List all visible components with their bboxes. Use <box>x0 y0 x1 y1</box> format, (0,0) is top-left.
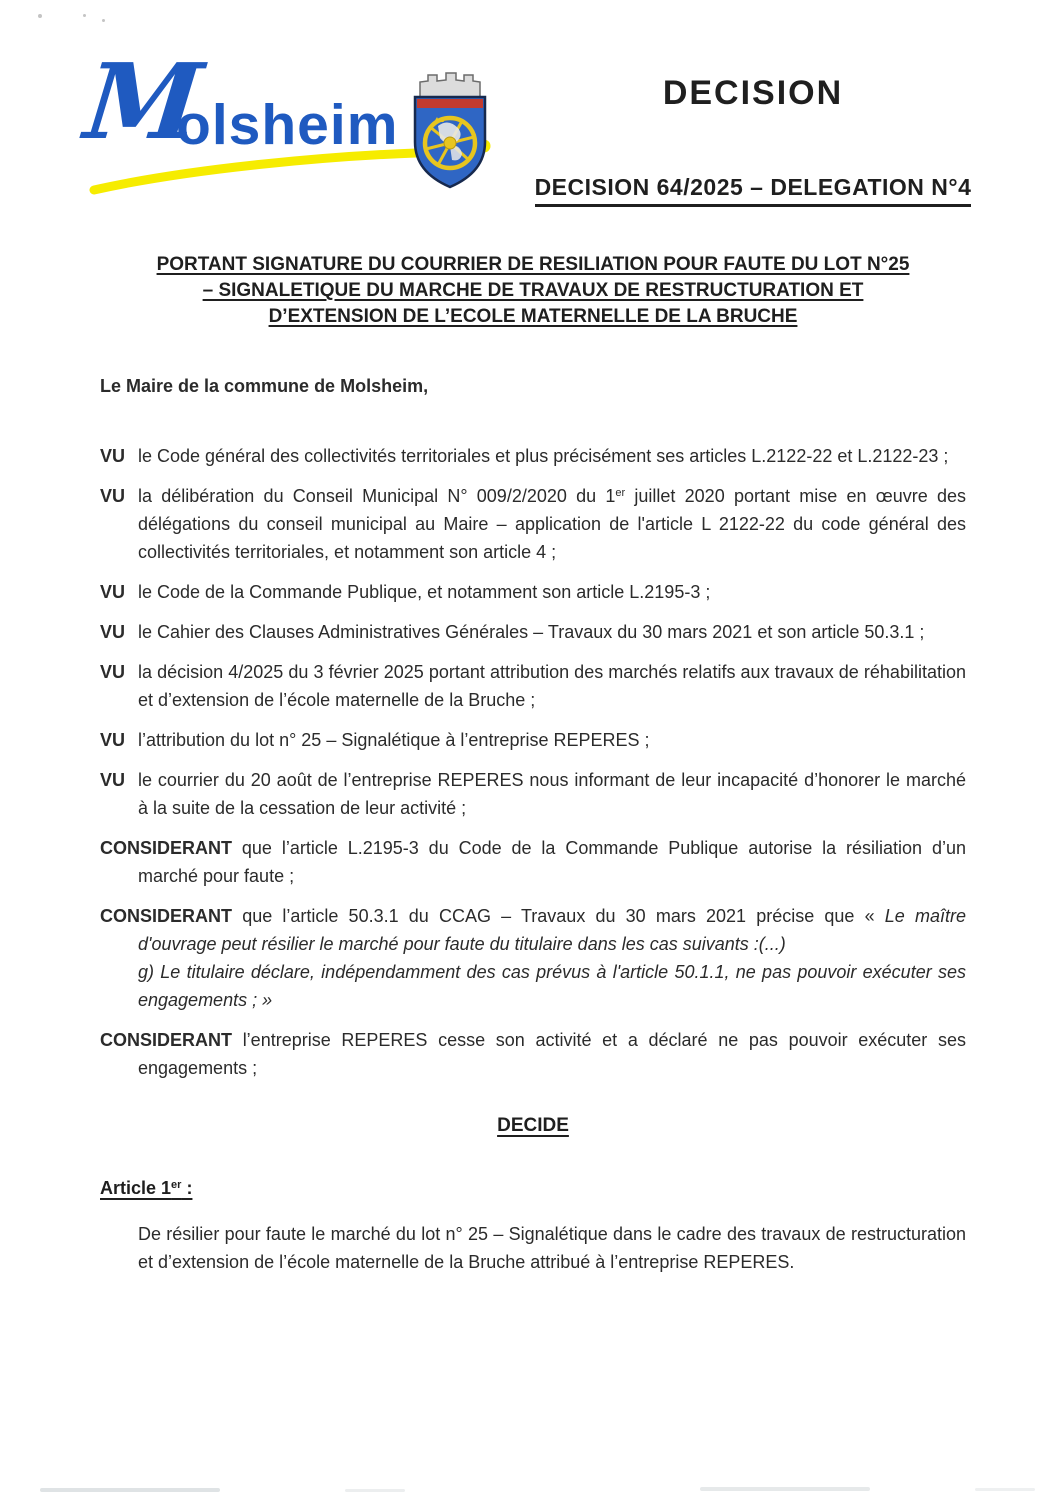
considerant-text: que l’article L.2195-3 du Code de la Commande Publique autorise la résiliation d’un marché pour faute ; <box>138 838 966 886</box>
recital-item <box>100 726 966 754</box>
article-1-heading: Article 1er : <box>100 1178 193 1198</box>
scan-speck <box>83 14 86 17</box>
recital-label: VU <box>100 486 126 506</box>
recital-text: la décision 4/2025 du 3 février 2025 portant attribution des marchés relatifs aux travaux de réhabilitation et d’extension de l’école maternelle de la Bruche ; <box>138 662 966 710</box>
scan-artifact <box>700 1487 870 1491</box>
considerant-item <box>100 834 966 890</box>
considerant-item <box>100 902 966 1014</box>
considerant-quote-line-1: Le maître d'ouvrage peut résilier le marché pour faute du titulaire dans les cas suivants :(...) <box>138 906 966 954</box>
decision-number-heading: DECISION 64/2025 – DELEGATION N°4 <box>535 174 972 207</box>
molsheim-crest-icon <box>404 70 496 194</box>
considerant-text: l’entreprise REPERES cesse son activité et a déclaré ne pas pouvoir exécuter ses engagements ; <box>138 1030 966 1078</box>
considerant-quote-line-2: g) Le titulaire déclare, indépendamment des cas prévus à l'article 50.1.1, ne pas pouvoir exécuter ses engagements ; » <box>138 962 966 1010</box>
recital-label: VU <box>100 662 126 682</box>
recital-item <box>100 442 966 470</box>
recital-item <box>100 618 966 646</box>
article-1-body: De résilier pour faute le marché du lot n° 25 – Signalétique dans le cadre des travaux de restructuration et d’extension de l’école maternelle de la Bruche attribué à l’entreprise REPERES. <box>138 1224 966 1272</box>
recital-text: le courrier du 20 août de l’entreprise REPERES nous informant de leur incapacité d’honorer le marché à la suite de la cessation de leur activité ; <box>138 770 966 818</box>
recital-label: VU <box>100 582 126 602</box>
decision-title: DECISION <box>662 74 844 112</box>
scan-artifact <box>40 1488 220 1492</box>
document-body <box>100 252 966 1276</box>
recital-text: l’attribution du lot n° 25 – Signalétique à l’entreprise REPERES ; <box>138 730 650 750</box>
scan-artifact <box>975 1488 1035 1491</box>
recital-item <box>100 578 966 606</box>
doc-title <box>100 252 966 330</box>
considerant-label: CONSIDERANT <box>100 838 233 858</box>
doc-title-line-3: D’EXTENSION DE L’ECOLE MATERNELLE DE LA BRUCHE <box>268 306 798 327</box>
recital-text-post: juillet 2020 portant mise en œuvre des délégations du conseil municipal au Maire – application de l'article L 2122-22 du code général des collectivités territoriales, et notamment son article 4 ; <box>138 486 966 562</box>
considerant-item <box>100 1026 966 1082</box>
scan-artifact <box>345 1489 405 1492</box>
doc-title-line-2: – SIGNALETIQUE DU MARCHE DE TRAVAUX DE RESTRUCTURATION ET <box>202 280 864 301</box>
considerant-label: CONSIDERANT <box>100 1030 233 1050</box>
scan-speck <box>38 14 42 18</box>
recital-text: le Code général des collectivités territoriales et plus précisément ses articles L.2122-22 et L.2122-23 ; <box>138 446 949 466</box>
salutation: Le Maire de la commune de Molsheim, <box>100 376 429 396</box>
recital-text: le Code de la Commande Publique, et notamment son article L.2195-3 ; <box>138 582 711 602</box>
ordinal-superscript: er <box>615 487 626 499</box>
logo-initial: M <box>79 40 208 163</box>
recital-text: le Cahier des Clauses Administratives Générales – Travaux du 30 mars 2021 et son article 50.3.1 ; <box>138 622 925 642</box>
recital-item <box>100 482 966 566</box>
recital-text-pre: la délibération du Conseil Municipal N° 009/2/2020 du 1 <box>138 486 616 506</box>
ordinal-superscript: er <box>171 1179 182 1191</box>
recital-item <box>100 766 966 822</box>
recital-label: VU <box>100 622 126 642</box>
recital-label: VU <box>100 446 126 466</box>
considerant-label: CONSIDERANT <box>100 906 233 926</box>
doc-title-line-1: PORTANT SIGNATURE DU COURRIER DE RESILIATION POUR FAUTE DU LOT N°25 <box>156 254 910 275</box>
decide-heading: DECIDE <box>497 1115 569 1136</box>
recital-label: VU <box>100 730 126 750</box>
recital-label: VU <box>100 770 126 790</box>
header-right-block <box>520 76 986 207</box>
recital-item <box>100 658 966 714</box>
scan-speck <box>102 19 105 22</box>
logo-text: olsheim <box>176 93 399 157</box>
considerant-text: que l’article 50.3.1 du CCAG – Travaux du 30 mars 2021 précise que « <box>242 906 885 926</box>
